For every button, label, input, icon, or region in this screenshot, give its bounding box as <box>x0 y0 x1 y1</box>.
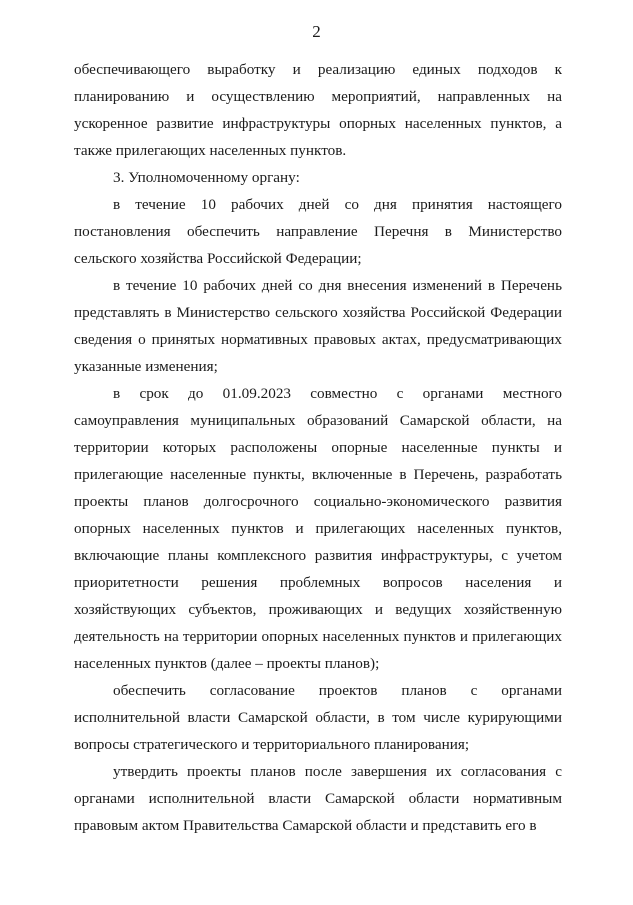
paragraph-send-list: в течение 10 рабочих дней со дня принятия настоящего постановления обеспечить направление Перечня в Министерство сельского хозяйства Российской Федерации; <box>74 196 562 267</box>
paragraph-report-changes: в течение 10 рабочих дней со дня внесения изменений в Перечень представлять в Министерство сельского хозяйства Российской Федерации сведения о принятых нормативных правовых актах, предусматривающих указанные изменения; <box>74 277 562 375</box>
page-number: 2 <box>312 22 321 41</box>
paragraph-coordinate-plans: обеспечить согласование проектов планов с органами исполнительной власти Самарской области, в том числе курирующими вопросы стратегического и территориального планирования; <box>74 682 562 753</box>
paragraph-develop-plans: в срок до 01.09.2023 совместно с органами местного самоуправления муниципальных образований Самарской области, на территории которых расположены опорные населенные пункты и прилегающие населенные пункты, включенные в Перечень, разработать проекты планов долгосрочного социально-экономического развития опорных населенных пунктов и прилегающих населенных пунктов, включающие планы комплексного развития инфраструктуры, с учетом приоритетности решения проблемных вопросов населения и хозяйствующих субъектов, проживающих и ведущих хозяйственную деятельность на территории опорных населенных пунктов и прилегающих населенных пунктов (далее – проекты планов); <box>74 385 562 672</box>
paragraph-approve-plans: утвердить проекты планов после завершения их согласования с органами исполнительной власти Самарской области нормативным правовым актом Правительства Самарской области и представить его в <box>74 763 562 834</box>
paragraph-clause-3-heading: 3. Уполномоченному органу: <box>113 169 300 186</box>
paragraph-continuation: обеспечивающего выработку и реализацию единых подходов к планированию и осуществлению мероприятий, направленных на ускоренное развитие инфраструктуры опорных населенных пунктов, а также прилегающих населенных пунктов. <box>74 61 562 159</box>
document-body <box>74 56 562 839</box>
